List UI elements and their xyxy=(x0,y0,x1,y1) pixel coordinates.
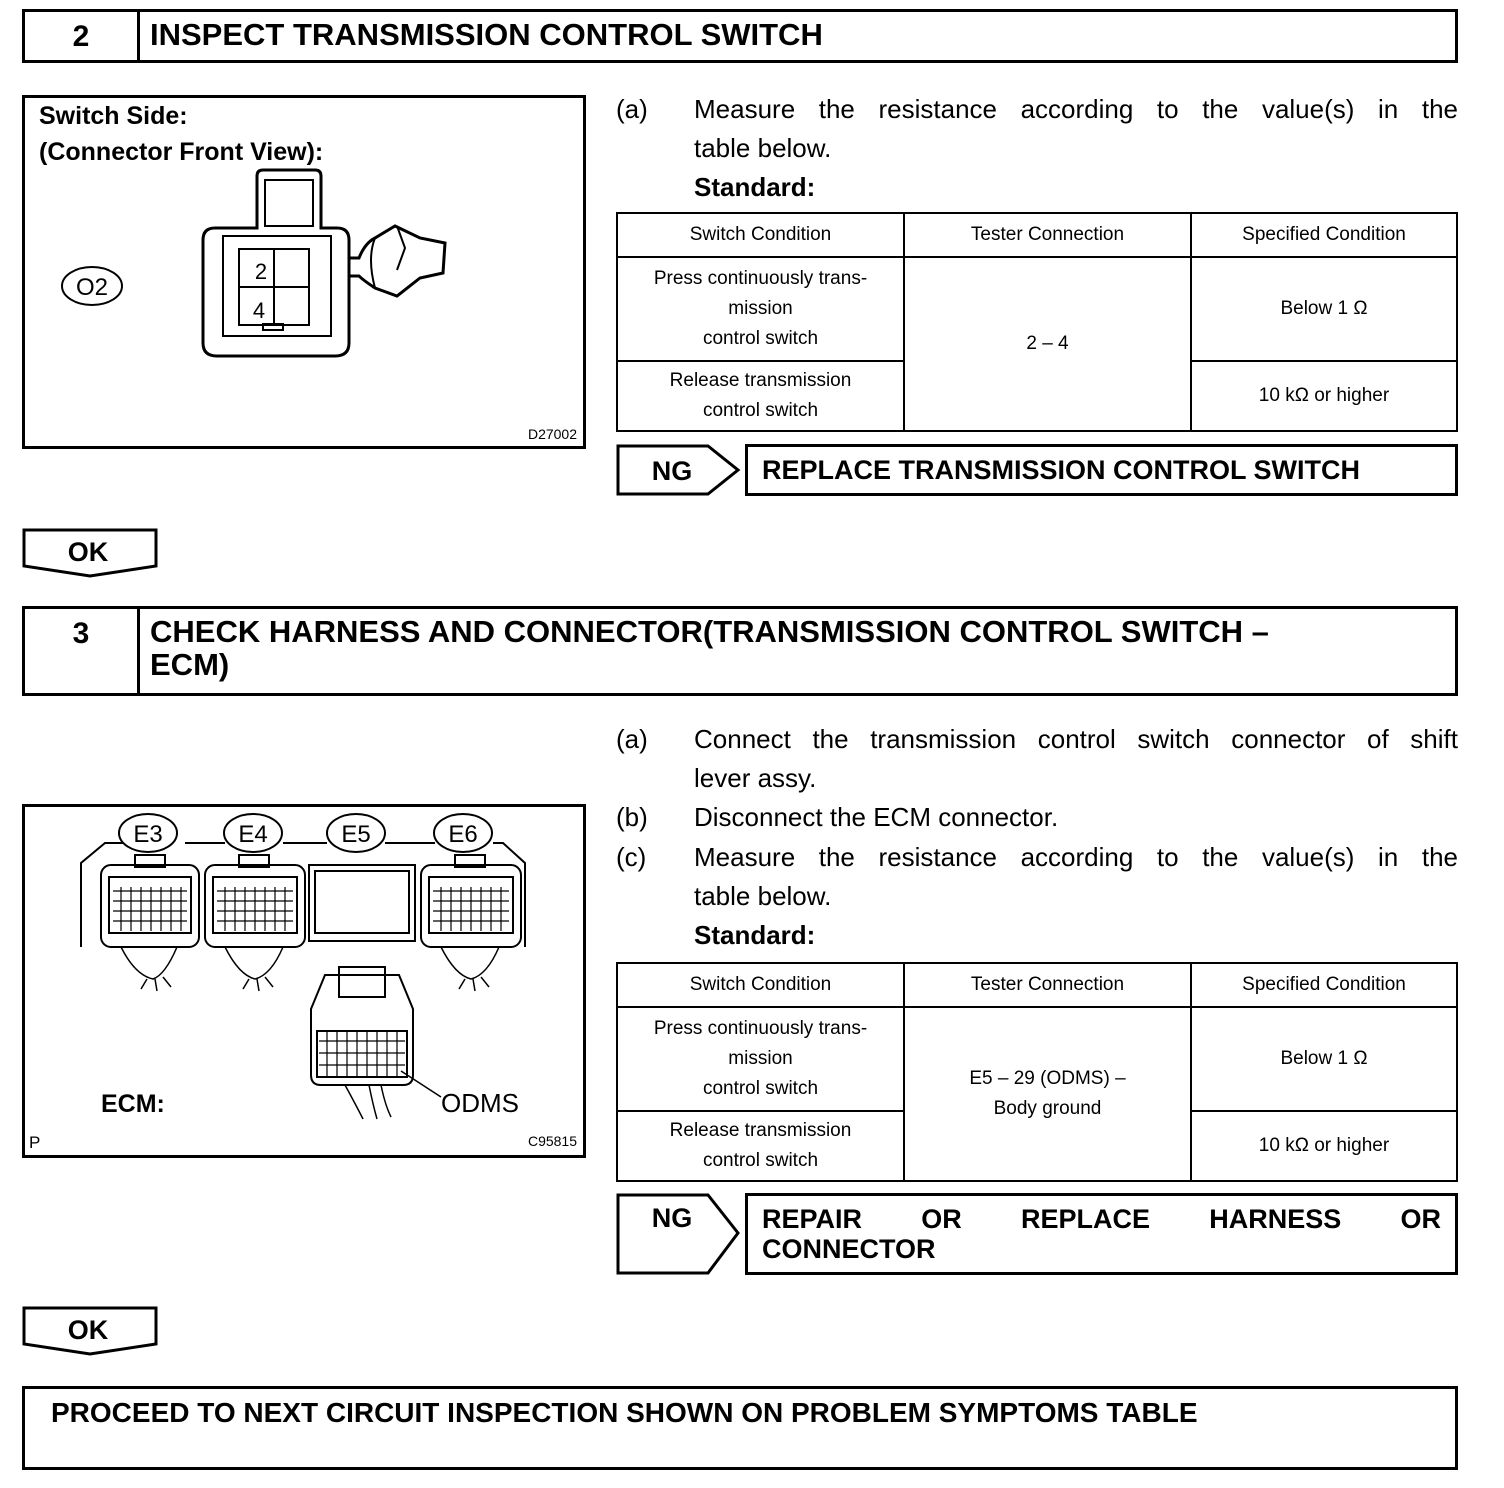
ng-label: NG xyxy=(651,456,693,486)
table-cell-spec: 10 kΩ or higher xyxy=(1191,361,1457,431)
table-cell-spec: Below 1 Ω xyxy=(1191,1007,1457,1111)
ng-arrow xyxy=(616,444,742,496)
step-2-instruction-a xyxy=(616,90,1458,170)
instruction-label: (a) xyxy=(616,724,648,754)
ng-action-line-2: CONNECTOR xyxy=(762,1234,936,1264)
step-3-figure xyxy=(22,804,586,1158)
lock-clip xyxy=(349,226,445,296)
step-2-number: 2 xyxy=(25,12,140,60)
connector-code-text: O2 xyxy=(75,274,109,301)
ok-label: OK xyxy=(67,537,109,567)
instruction-line-1: Disconnect the ECM connector. xyxy=(694,802,1059,832)
ng-action-text: REPLACE TRANSMISSION CONTROL SWITCH xyxy=(762,455,1361,485)
step-3-header xyxy=(22,606,1458,696)
pin-2-label: 2 xyxy=(254,259,268,284)
instruction-line-2: table below. xyxy=(694,133,832,163)
step-3-title: CHECK HARNESS AND CONNECTOR(TRANSMISSION CONTROL SWITCH – ECM) xyxy=(150,614,1269,682)
figure-caption-front-view: (Connector Front View): xyxy=(39,138,324,166)
table-header: Specified Condition xyxy=(1191,213,1457,257)
ok-arrow xyxy=(22,528,160,580)
table-cell-spec: 10 kΩ or higher xyxy=(1191,1111,1457,1181)
table-cell-spec: Below 1 Ω xyxy=(1191,257,1457,361)
figure-caption-switch-side: Switch Side: xyxy=(39,102,188,130)
connector-label-e6: E6 xyxy=(448,821,478,848)
instruction-line-1: Measure the resistance according to the value(s) in the xyxy=(694,842,1458,872)
step-2-header xyxy=(22,9,1458,63)
instruction-line-2: table below. xyxy=(694,881,832,911)
figure-id: C95815 xyxy=(527,1133,577,1149)
step-2-figure xyxy=(22,95,586,449)
figure-id: D27002 xyxy=(527,426,577,442)
final-instruction-box xyxy=(22,1386,1458,1470)
table-cell-connection: 2 – 4 xyxy=(904,257,1191,431)
instruction-line-1: Connect the transmission control switch connector of shift xyxy=(694,724,1458,754)
table-cell-condition: Press continuously trans- mission control switch xyxy=(617,1007,904,1111)
ng-action-box xyxy=(745,444,1458,496)
table-cell-connection: E5 – 29 (ODMS) – Body ground xyxy=(904,1007,1191,1181)
standard-label: Standard: xyxy=(694,920,816,950)
ng-arrow xyxy=(616,1193,742,1277)
instruction-label: (b) xyxy=(616,802,648,832)
table-cell-condition: Press continuously trans- mission control switch xyxy=(617,257,904,361)
final-instruction-text: PROCEED TO NEXT CIRCUIT INSPECTION SHOWN ON PROBLEM SYMPTOMS TABLE xyxy=(51,1397,1198,1428)
figure-corner-label: P xyxy=(29,1133,41,1152)
instruction-label: (c) xyxy=(616,842,647,872)
ok-label: OK xyxy=(67,1315,109,1345)
instruction-label: (a) xyxy=(616,94,648,124)
table-header: Switch Condition xyxy=(617,963,904,1007)
odms-label: ODMS xyxy=(441,1088,519,1118)
table-header: Tester Connection xyxy=(904,963,1191,1007)
table-cell-condition: Release transmission control switch xyxy=(617,361,904,431)
pin-4-label: 4 xyxy=(252,298,266,323)
connector-label-e3: E3 xyxy=(133,821,163,848)
ng-action-line-1: REPAIR OR REPLACE HARNESS OR xyxy=(762,1204,1441,1234)
table-header: Specified Condition xyxy=(1191,963,1457,1007)
step-3-instruction-b xyxy=(616,798,1458,838)
table-header: Tester Connection xyxy=(904,213,1191,257)
table-cell-condition: Release transmission control switch xyxy=(617,1111,904,1181)
table-header: Switch Condition xyxy=(617,213,904,257)
instruction-line-1: Measure the resistance according to the value(s) in the xyxy=(694,94,1458,124)
ng-action-box xyxy=(745,1193,1458,1275)
ecm-housing xyxy=(81,843,525,947)
connector-diagram xyxy=(25,98,583,446)
standard-label: Standard: xyxy=(694,172,816,202)
connector-label-e4: E4 xyxy=(238,821,268,848)
ng-label: NG xyxy=(651,1203,693,1233)
ok-arrow xyxy=(22,1306,160,1358)
step-3-instruction-a xyxy=(616,720,1458,800)
step-3-instruction-c xyxy=(616,838,1458,918)
step-2-title: INSPECT TRANSMISSION CONTROL SWITCH xyxy=(150,17,823,52)
ecm-connector-diagram xyxy=(25,807,583,1155)
ecm-label: ECM: xyxy=(101,1090,165,1118)
step-2-spec-table xyxy=(616,212,1458,432)
step-3-spec-table xyxy=(616,962,1458,1182)
step-3-number: 3 xyxy=(25,609,140,693)
connector-label-e5: E5 xyxy=(341,821,371,848)
instruction-line-2: lever assy. xyxy=(694,763,817,793)
connector-body xyxy=(203,170,349,356)
